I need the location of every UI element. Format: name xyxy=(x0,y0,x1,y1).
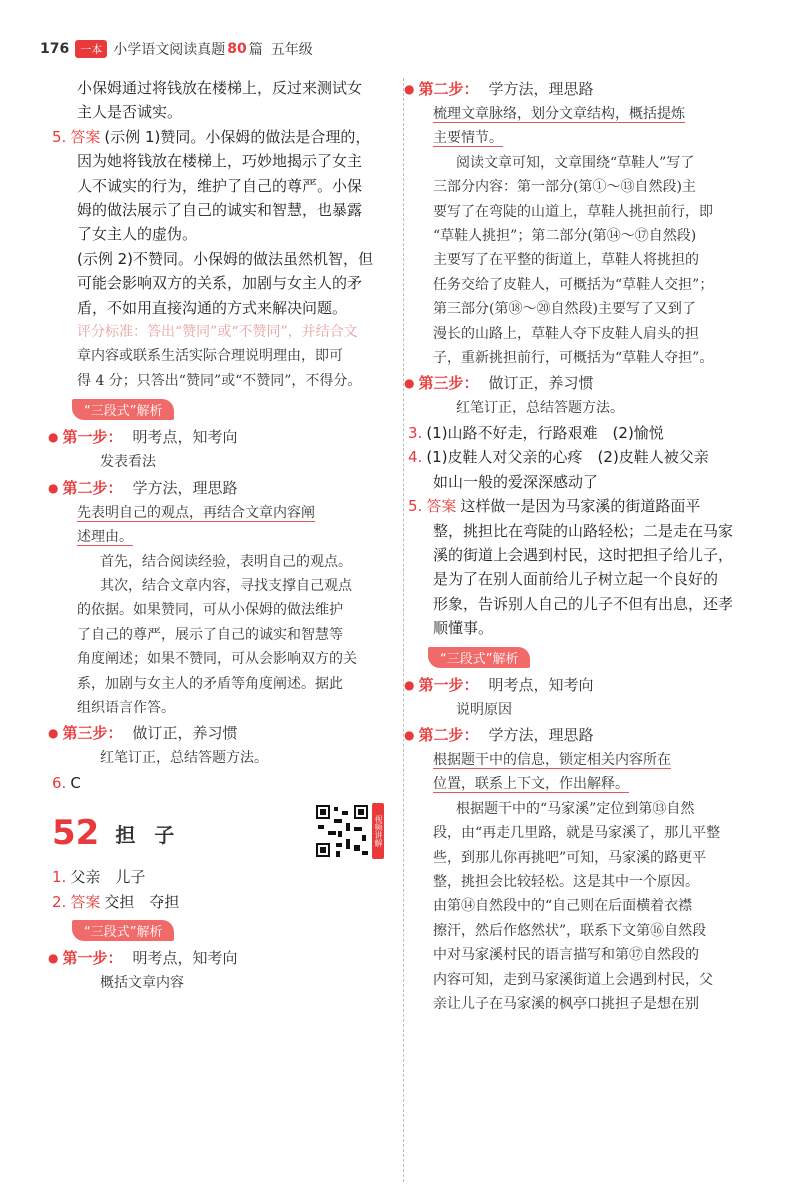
analysis-tag: “三段式”解析 xyxy=(72,399,174,420)
left-column xyxy=(48,76,390,995)
step-label: 第二步： xyxy=(418,80,479,98)
q1-answer xyxy=(52,865,390,889)
text-line: 姆的做法展示了自己的诚实和智慧，也暴露 xyxy=(77,201,363,220)
step-title: 学方法，理思路 xyxy=(132,478,238,497)
book-title: 小学语文阅读真题 xyxy=(113,42,226,58)
column-divider xyxy=(403,78,404,1182)
step-2 xyxy=(48,475,390,501)
book-unit: 篇 xyxy=(248,42,263,58)
text-line: 小保姆通过将钱放在楼梯上，反过来测试女 xyxy=(77,79,363,97)
analysis-line: 段，由“再走几里路，就是马家溪了，那儿平整 xyxy=(433,825,721,842)
text-line: 人不诚实的行为，维护了自己的尊严。小保 xyxy=(77,176,363,195)
step-text: 概括文章内容 xyxy=(100,974,184,991)
analysis-line: 些，到那儿你再挑吧”可知，马家溪的路更平 xyxy=(433,849,707,866)
analysis-line: 中对马家溪村民的语言描写和第⑰自然段的 xyxy=(433,947,699,964)
book-count: 80 xyxy=(227,41,247,57)
video-label[interactable]: 视频讲解 xyxy=(372,803,384,859)
analysis-line: 整，挑担会比较轻松。这是其中一个原因。 xyxy=(433,873,699,890)
q2-answer xyxy=(52,890,390,914)
triangle-bullet-icon: ● xyxy=(48,726,59,741)
page-number: 176 xyxy=(40,41,70,57)
analysis-line: 的依据。如果赞同，可从小保姆的做法维护 xyxy=(77,602,343,619)
method-line xyxy=(408,126,753,150)
answer-label: 答案 xyxy=(70,127,101,146)
underlined-text: 根据题干中的信息，锁定相关内容所在 xyxy=(433,751,671,768)
step-label: 第二步： xyxy=(418,725,479,744)
step-2 xyxy=(404,722,753,748)
q5-num: 5. xyxy=(408,497,423,516)
analysis-line: 三部分内容：第一部分(第①～⑬自然段)主 xyxy=(433,179,696,196)
step-label: 第三步： xyxy=(418,374,479,393)
answer-text: C xyxy=(70,773,81,792)
step-1 xyxy=(404,672,753,698)
triangle-bullet-icon: ● xyxy=(48,430,59,445)
analysis-line: 主要写了在平整的街道上，草鞋人将挑担的 xyxy=(433,252,699,269)
analysis-line: 角度阐述；如果不赞同，可从会影响双方的关 xyxy=(77,651,357,668)
analysis-line: “草鞋人挑担”；第二部分(第⑭～⑰自然段) xyxy=(433,228,697,245)
analysis-line: 系，加剧与女主人的矛盾等角度阐述。据此 xyxy=(77,675,343,692)
right-column xyxy=(404,76,753,1016)
step-2 xyxy=(404,76,753,102)
underlined-text: 主要情节。 xyxy=(433,130,503,147)
text-line: 顺懂事。 xyxy=(433,619,494,638)
triangle-bullet-icon: ● xyxy=(404,677,415,692)
method-line xyxy=(52,525,390,549)
text-line: 如山一般的爱深深感动了 xyxy=(433,472,599,491)
method-line xyxy=(408,102,753,126)
step-label: 第一步： xyxy=(418,675,479,694)
underlined-text: 述理由。 xyxy=(77,529,133,546)
q6-answer xyxy=(52,771,390,795)
step-label: 第一步： xyxy=(62,428,123,447)
analysis-tag: “三段式”解析 xyxy=(428,647,530,668)
step-label: 第二步： xyxy=(62,478,123,497)
analysis-line: 其次，结合文章内容，寻找支撑自己观点 xyxy=(100,577,352,594)
analysis-line: 阅读文章可知，文章围绕“草鞋人”写了 xyxy=(456,154,695,171)
text-line: 可能会影响双方的关系，加剧与女主人的矛 xyxy=(77,274,363,293)
text-line: 主人是否诚实。 xyxy=(77,103,183,122)
q1-num: 1. xyxy=(52,868,67,887)
triangle-bullet-icon: ● xyxy=(404,727,415,742)
analysis-line: 子，重新挑担前行，可概括为“草鞋人夺担”。 xyxy=(433,350,714,367)
analysis-line: 任务交给了皮鞋人，可概括为“草鞋人交担”； xyxy=(433,276,714,293)
text-line: 了女主人的虚伪。 xyxy=(77,225,198,244)
q5-answer xyxy=(408,494,753,518)
analysis-line: 漫长的山路上，草鞋人夺下皮鞋人肩头的担 xyxy=(433,325,699,342)
triangle-bullet-icon: ● xyxy=(404,82,415,96)
analysis-line: 擦汗，然后作悠然状”，联系下文第⑯自然段 xyxy=(433,922,707,939)
triangle-bullet-icon: ● xyxy=(404,376,415,391)
q5-answer xyxy=(52,125,390,149)
q5-num: 5. xyxy=(52,127,67,146)
underlined-text: 梳理文章脉络，划分文章结构，概括提炼 xyxy=(433,106,685,122)
step-text: 红笔订正，总结答题方法。 xyxy=(456,400,624,417)
lesson-number: 52 xyxy=(52,813,100,854)
step-title: 明考点，知考向 xyxy=(132,428,238,447)
step-title: 明考点，知考向 xyxy=(488,675,594,694)
step-title: 学方法，理思路 xyxy=(488,725,594,744)
analysis-line: 了自己的尊严，展示了自己的诚实和智慧等 xyxy=(77,626,343,643)
step-3 xyxy=(48,720,390,746)
text-line: 整，挑担比在弯陡的山路轻松；二是走在马家 xyxy=(433,521,734,540)
step-1 xyxy=(48,424,390,450)
analysis-line: 要写了在弯陡的山道上，草鞋人挑担前行，即 xyxy=(433,203,713,220)
qr-code-icon[interactable] xyxy=(314,803,370,859)
score-criteria: 章内容或联系生活实际合理说明理由，即可 xyxy=(77,348,343,365)
step-label: 第一步： xyxy=(62,948,123,967)
step-title: 明考点，知考向 xyxy=(132,948,238,967)
step-text: 说明原因 xyxy=(456,701,512,718)
text-line: (示例 2)不赞同。小保姆的做法虽然机智，但 xyxy=(77,249,374,268)
step-text: 红笔订正，总结答题方法。 xyxy=(100,750,268,767)
answer-text: (1)皮鞋人对父亲的心疼 (2)皮鞋人被父亲 xyxy=(426,448,709,467)
step-label: 第三步： xyxy=(62,724,123,743)
text-line: 盾，不如用直接沟通的方式来解决问题。 xyxy=(77,298,348,317)
answer-text: 交担 夺担 xyxy=(104,892,180,911)
lesson-title: 担 子 xyxy=(115,822,181,847)
method-line xyxy=(408,748,753,772)
text-line: 溪的街道上会遇到村民，这时把担子给儿子， xyxy=(433,545,734,564)
answer-text: (1)山路不好走，行路艰难 (2)愉悦 xyxy=(426,423,664,442)
analysis-line: 根据题干中的“马家溪”定位到第⑬自然 xyxy=(456,800,695,817)
step-title: 做订正，养习惯 xyxy=(488,374,594,393)
score-criteria: 得 4 分；只答出“赞同”或“不赞同”，不得分。 xyxy=(77,372,362,389)
triangle-bullet-icon: ● xyxy=(48,950,59,965)
text-line: 因为她将钱放在楼梯上，巧妙地揭示了女主 xyxy=(77,152,363,171)
answer-label: 答案 xyxy=(70,892,101,911)
method-line xyxy=(408,772,753,796)
analysis-line: 首先，结合阅读经验，表明自己的观点。 xyxy=(100,553,352,570)
underlined-text: 先表明自己的观点，再结合文章内容阐 xyxy=(77,504,315,521)
step-1 xyxy=(48,945,390,971)
step-title: 学方法，理思路 xyxy=(488,80,594,98)
analysis-line: 由第⑭自然段中的“自己则在后面横着衣襟 xyxy=(433,898,693,915)
page-header xyxy=(40,36,313,62)
text-line: 是为了在别人面前给儿子树立起一个良好的 xyxy=(433,570,719,589)
grade-label: 五年级 xyxy=(270,42,313,58)
analysis-line: 第三部分(第⑱～⑳自然段)主要写了又到了 xyxy=(433,301,696,318)
analysis-line: 亲让儿子在马家溪的枫亭口挑担子是想在别 xyxy=(433,996,699,1012)
method-line xyxy=(52,501,390,525)
q3-answer xyxy=(408,421,753,445)
answer-label: 答案 xyxy=(426,497,457,516)
analysis-tag: “三段式”解析 xyxy=(72,920,174,941)
answer-text: 父亲 儿子 xyxy=(70,868,146,887)
underlined-text: 位置，联系上下文，作出解释。 xyxy=(433,776,629,793)
step-text: 发表看法 xyxy=(100,454,156,471)
answer-text: 这样做一是因为马家溪的街道路面平 xyxy=(460,497,701,516)
q4-answer xyxy=(408,445,753,469)
q2-num: 2. xyxy=(52,892,67,911)
q4-num: 4. xyxy=(408,448,423,467)
q3-num: 3. xyxy=(408,423,423,442)
step-title: 做订正，养习惯 xyxy=(132,724,238,743)
q6-num: 6. xyxy=(52,773,67,792)
triangle-bullet-icon: ● xyxy=(48,480,59,495)
step-3 xyxy=(404,370,753,396)
score-criteria: 评分标准：答出“赞同”或“不赞同”，并结合文 xyxy=(77,324,358,341)
text-line: 形象，告诉别人自己的儿子不但有出息，还孝 xyxy=(433,594,734,613)
analysis-line: 内容可知，走到马家溪街道上会遇到村民，父 xyxy=(433,971,713,988)
analysis-line: 组织语言作答。 xyxy=(77,699,175,716)
brand-logo: 一本 xyxy=(75,40,107,58)
lesson-heading xyxy=(52,803,390,863)
text-line: (示例 1)赞同。小保姆的做法是合理的， xyxy=(104,127,371,146)
